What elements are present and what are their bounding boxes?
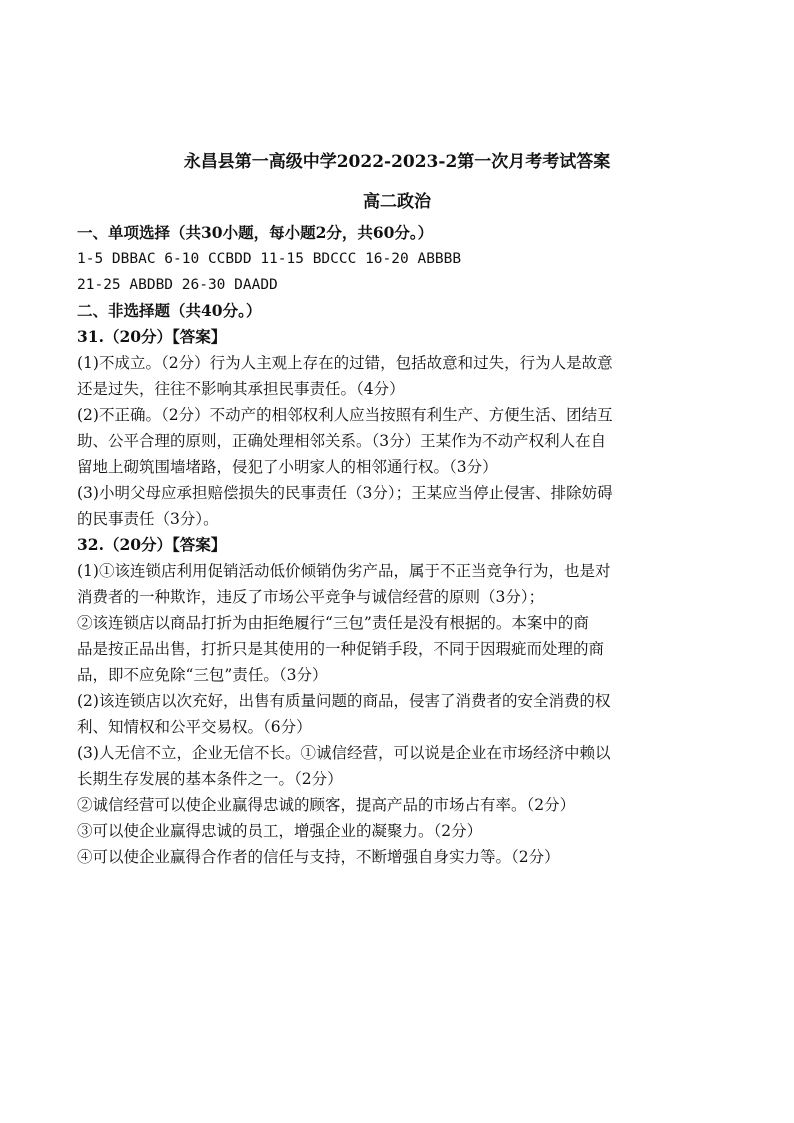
answer-line: (2)不正确。（2分）不动产的相邻权利人应当按照有利生产、方便生活、团结互 bbox=[77, 406, 613, 424]
answer-line: (1)①该连锁店利用促销活动低价倾销伪劣产品，属于不正当竞争行为，也是对 bbox=[77, 562, 611, 580]
answer-line: ②诚信经营可以使企业赢得忠诚的顾客，提高产品的市场占有率。（2分） bbox=[77, 796, 576, 814]
answer-line: 消费者的一种欺诈，违反了市场公平竞争与诚信经营的原则（3分）； bbox=[77, 588, 545, 606]
section1-heading: 一、单项选择（共30小题，每小题2分，共60分。） bbox=[77, 223, 434, 242]
answer-line: 还是过失，往往不影响其承担民事责任。（4分） bbox=[77, 380, 405, 398]
answer-line: ④可以使企业赢得合作者的信任与支持，不断增强自身实力等。（2分） bbox=[77, 848, 560, 866]
answer-line: (3)人无信不立，企业无信不长。①诚信经营，可以说是企业在市场经济中赖以 bbox=[77, 744, 611, 762]
mc-answer-row: 1-5 DBBAC 6-10 CCBDD 11-15 BDCCC 16-20 ABBBB bbox=[77, 251, 462, 267]
answer-line: (1)不成立。（2分）行为人主观上存在的过错，包括故意和过失，行为人是故意 bbox=[77, 354, 613, 372]
answer-content bbox=[77, 220, 727, 870]
document-title: 永昌县第一高级中学2022-2023-2第一次月考考试答案 bbox=[183, 152, 611, 172]
answer-line: 长期生存发展的基本条件之一。（2分） bbox=[77, 770, 343, 788]
section2-heading: 二、非选择题（共40分。） bbox=[77, 301, 262, 320]
answer-line: (2)该连锁店以次充好，出售有质量问题的商品，侵害了消费者的安全消费的权 bbox=[77, 692, 611, 710]
subject-title: 高二政治 bbox=[363, 192, 431, 212]
answer-line: ③可以使企业赢得忠诚的员工，增强企业的凝聚力。（2分） bbox=[77, 822, 483, 840]
answer-line: ②该连锁店以商品打折为由拒绝履行“三包”责任是没有根据的。本案中的商 bbox=[77, 614, 589, 632]
answer-line: 利、知情权和公平交易权。（6分） bbox=[77, 718, 312, 736]
answer-line: 助、公平合理的原则，正确处理相邻关系。（3分）王某作为不动产权利人在自 bbox=[77, 432, 607, 450]
answer-line: 品是按正品出售，打折只是其使用的一种促销手段，不同于因瑕疵而处理的商 bbox=[77, 640, 605, 658]
answer-line: 品，即不应免除“三包”责任。（3分） bbox=[77, 666, 328, 684]
answer-line: (3)小明父母应承担赔偿损失的民事责任（3分）；王某应当停止侵害、排除妨碍 bbox=[77, 484, 613, 502]
q32-heading: 32.（20分）【答案】 bbox=[77, 535, 227, 554]
answer-line: 留地上砌筑围墙堵路，侵犯了小明家人的相邻通行权。（3分） bbox=[77, 458, 498, 476]
answer-line: 的民事责任（3分）。 bbox=[77, 510, 219, 528]
q31-heading: 31.（20分）【答案】 bbox=[77, 327, 227, 346]
mc-answer-row: 21-25 ABDBD 26-30 DAADD bbox=[77, 277, 278, 293]
